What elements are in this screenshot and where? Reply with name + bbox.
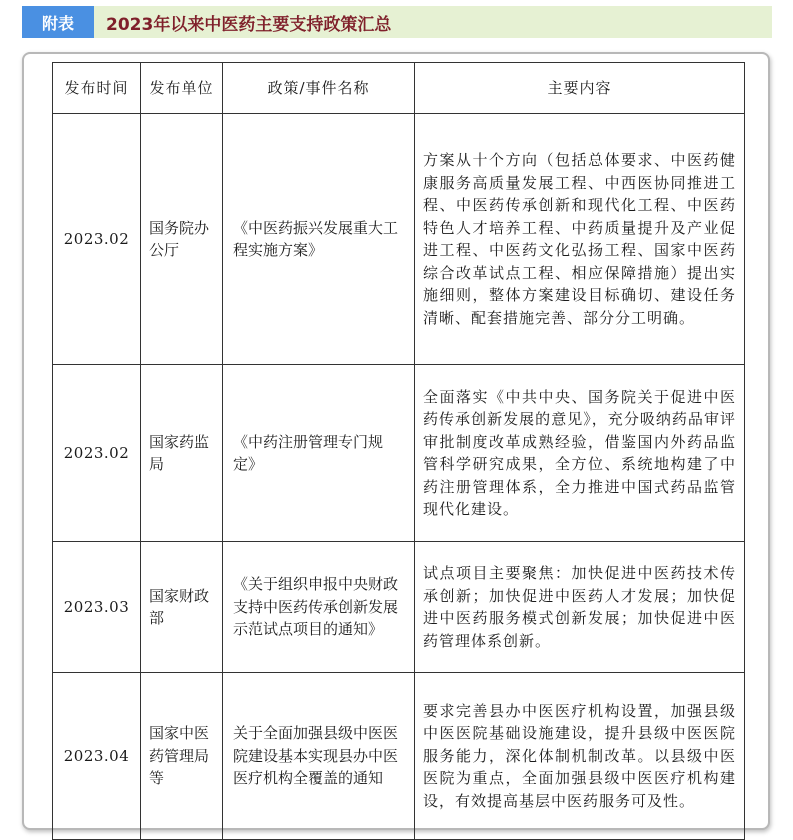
cell-content: 全面落实《中共中央、国务院关于促进中医药传承创新发展的意见》，充分吸纳药品审评审批制度改革成熟经验，借鉴国内外药品监管科学研究成果，全方位、系统地构建了中药注册管理体系，全力推进中国式药品监管现代化建设。 — [415, 365, 745, 542]
cell-policy-name: 《中药注册管理专门规定》 — [223, 365, 415, 542]
cell-unit: 国家中医药管理局等 — [141, 673, 223, 840]
cell-date: 2023.04 — [53, 673, 141, 840]
cell-date: 2023.02 — [53, 365, 141, 542]
cell-policy-name: 《关于组织申报中央财政支持中医药传承创新发展示范试点项目的通知》 — [223, 542, 415, 673]
table-caption-bar — [22, 6, 772, 38]
cell-unit: 国家药监局 — [141, 365, 223, 542]
table-row — [53, 365, 745, 542]
cell-content: 方案从十个方向（包括总体要求、中医药健康服务高质量发展工程、中西医协同推进工程、中医药传承创新和现代化工程、中医药特色人才培养工程、中药质量提升及产业促进工程、中医药文化弘扬工程、国家中医药综合改革试点工程、相应保障措施）提出实施细则，整体方案建设目标确切、建设任务清晰、配套措施完善、部分分工明确。 — [415, 114, 745, 365]
cell-content: 试点项目主要聚焦：加快促进中医药技术传承创新；加快促进中医药人才发展；加快促进中医药服务模式创新发展；加快促进中医药管理体系创新。 — [415, 542, 745, 673]
table-header-row — [53, 63, 745, 114]
table-row — [53, 114, 745, 365]
cell-policy-name: 《中医药振兴发展重大工程实施方案》 — [223, 114, 415, 365]
column-header-date: 发布时间 — [53, 63, 141, 114]
column-header-name: 政策/事件名称 — [223, 63, 415, 114]
cell-unit: 国务院办公厅 — [141, 114, 223, 365]
table-row — [53, 673, 745, 840]
policy-table — [52, 62, 745, 840]
appendix-badge: 附表 — [22, 6, 94, 38]
column-header-unit: 发布单位 — [141, 63, 223, 114]
cell-unit: 国家财政部 — [141, 542, 223, 673]
cell-policy-name: 关于全面加强县级中医医院建设基本实现县办中医医疗机构全覆盖的通知 — [223, 673, 415, 840]
table-row — [53, 542, 745, 673]
table-title: 2023年以来中医药主要支持政策汇总 — [106, 14, 392, 35]
column-header-content: 主要内容 — [415, 63, 745, 114]
cell-content: 要求完善县办中医医疗机构设置，加强县级中医医院基础设施建设，提升县级中医医院服务能力，深化体制机制改革。以县级中医医院为重点，全面加强县级中医医疗机构建设，有效提高基层中医药服务可及性。 — [415, 673, 745, 840]
cell-date: 2023.02 — [53, 114, 141, 365]
cell-date: 2023.03 — [53, 542, 141, 673]
